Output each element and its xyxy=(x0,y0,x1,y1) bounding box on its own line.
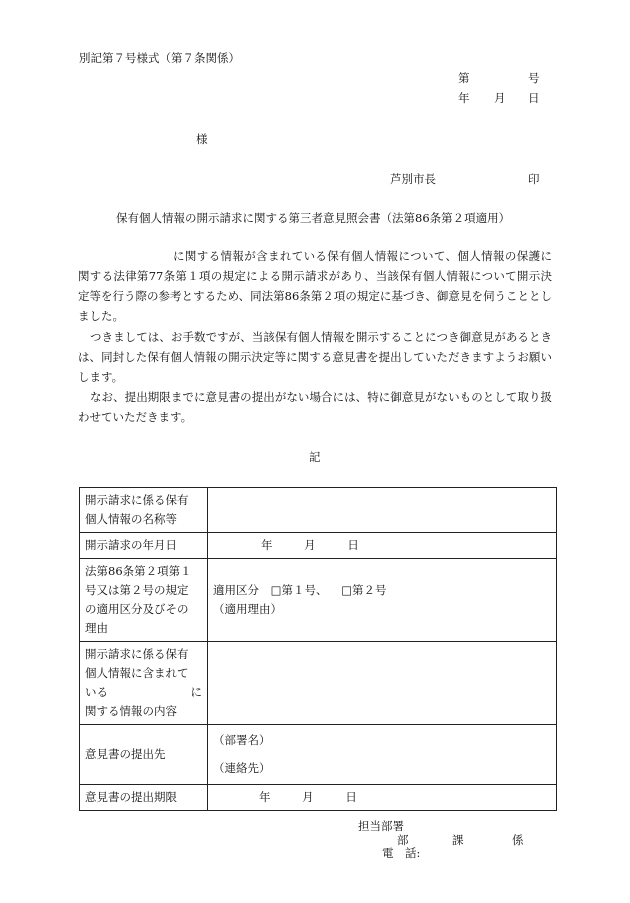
deadline-month: 月 xyxy=(302,790,314,804)
request-date-month: 月 xyxy=(304,538,316,552)
label-line: 関する情報の内容 xyxy=(85,704,177,718)
applicable-category-value xyxy=(208,559,557,642)
label-line: 開示請求に係る保有 xyxy=(85,647,189,661)
info-name-value[interactable] xyxy=(208,488,557,533)
addressee-suffix: 様 xyxy=(196,132,208,146)
label-fragment: に xyxy=(190,685,202,699)
contact-phone: 電 話: xyxy=(382,846,421,860)
contact-title: 担当部署 xyxy=(358,819,404,833)
contact-ka: 課 xyxy=(452,833,464,847)
form-identifier: 別記第７号様式（第７条関係） xyxy=(79,51,240,65)
label-line: 個人情報に含まれて xyxy=(85,666,189,680)
table-row-info-name xyxy=(80,488,557,533)
row-label: 意見書の提出期限 xyxy=(80,785,208,811)
document-title: 保有個人情報の開示請求に関する第三者意見照会書（法第86条第２項適用） xyxy=(116,211,511,225)
label-line: 個人情報の名称等 xyxy=(85,512,177,526)
label-line: の適用区分及びその xyxy=(85,602,189,616)
doc-number-prefix: 第 xyxy=(458,71,470,85)
contact-bu: 部 xyxy=(397,833,409,847)
option-2-checkbox[interactable]: □第２号 xyxy=(341,583,387,597)
contact-label: （連絡先） xyxy=(213,761,271,775)
row-label xyxy=(80,559,208,642)
table-row-info-content xyxy=(80,642,557,725)
body-paragraph-3: なお、提出期限までに意見書の提出がない場合には、特に御意見がないものとして取り扱わせていただきます。 xyxy=(78,390,552,424)
date-year: 年 xyxy=(458,91,470,105)
deadline-day: 日 xyxy=(345,790,357,804)
sender-name: 芦別市長 xyxy=(390,172,436,186)
row-label: 意見書の提出先 xyxy=(80,725,208,785)
reason-label: （適用理由） xyxy=(213,602,282,616)
label-fragment: いる xyxy=(85,685,108,699)
submission-deadline-value[interactable] xyxy=(208,785,557,811)
ki-label: 記 xyxy=(309,450,321,464)
deadline-year: 年 xyxy=(259,790,271,804)
date-month: 月 xyxy=(494,91,506,105)
submission-destination-value xyxy=(208,725,557,785)
row-label: 開示請求の年月日 xyxy=(80,533,208,559)
table-row-applicable-category xyxy=(80,559,557,642)
info-content-value[interactable] xyxy=(208,642,557,725)
table-row-request-date xyxy=(80,533,557,559)
option-1-checkbox[interactable]: □第１号、 xyxy=(270,583,328,597)
label-line: 理由 xyxy=(85,621,108,635)
body-paragraph-1: に関する情報が含まれている保有個人情報について、個人情報の保護に関する法律第77条第１項の規定による開示請求があり、当該保有個人情報について開示決定等を行う際の参考とするため、同法第86条第２項の規定に基づき、御意見を伺うこととしました。 xyxy=(78,249,552,323)
date-day: 日 xyxy=(528,91,540,105)
table-row-submission-destination xyxy=(80,725,557,785)
doc-number-suffix: 号 xyxy=(528,71,540,85)
label-line: 開示請求に係る保有 xyxy=(85,493,189,507)
request-date-day: 日 xyxy=(347,538,359,552)
category-label: 適用区分 xyxy=(213,583,259,597)
row-label xyxy=(80,642,208,725)
category-line xyxy=(213,581,551,600)
label-line: 号又は第２号の規定 xyxy=(85,583,189,597)
body-paragraph-2: つきましては、お手数ですが、当該保有個人情報を開示することにつき御意見があるときは、同封した保有個人情報の開示決定等に関する意見書を提出していただきますようお願いします。 xyxy=(78,330,552,384)
table-row-submission-deadline xyxy=(80,785,557,811)
label-line xyxy=(85,683,202,702)
request-date-year: 年 xyxy=(261,538,273,552)
row-label xyxy=(80,488,208,533)
sender-seal: 印 xyxy=(528,172,540,186)
label-line: 法第86条第２項第１ xyxy=(85,564,192,578)
info-table xyxy=(79,487,557,811)
dept-label: （部署名） xyxy=(213,733,271,747)
contact-kakari: 係 xyxy=(512,833,524,847)
request-date-value[interactable] xyxy=(208,533,557,559)
